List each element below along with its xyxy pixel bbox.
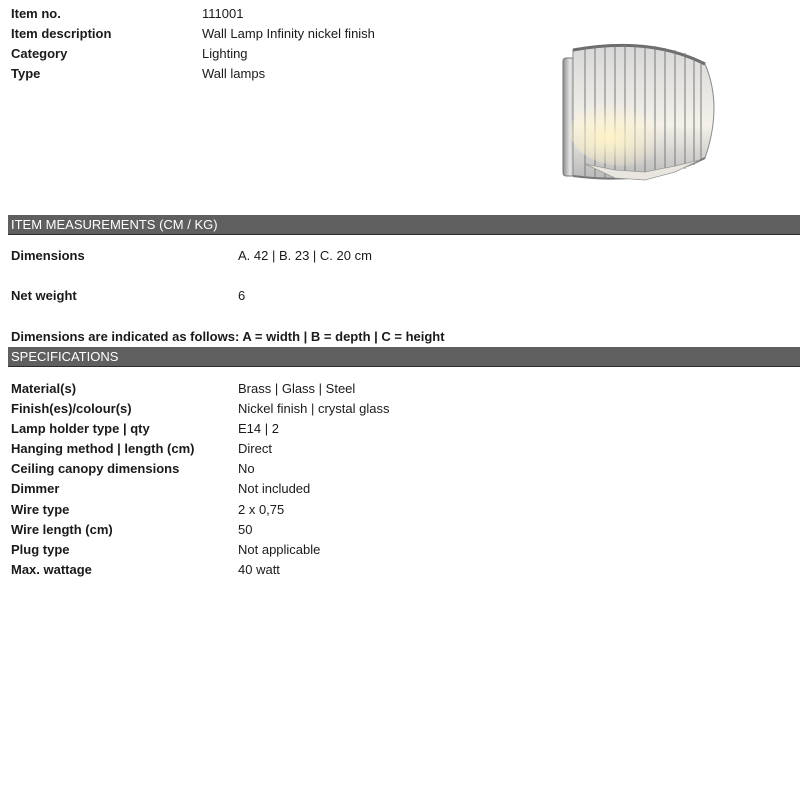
spec-value-dimmer: Not included: [238, 481, 311, 496]
spec-value-hanging-method: Direct: [238, 441, 272, 456]
spec-value-max-wattage: 40 watt: [238, 562, 280, 577]
measurements-heading: ITEM MEASUREMENTS (CM / KG): [8, 215, 800, 235]
item-no-label: Item no.: [11, 6, 61, 21]
item-description-label: Item description: [11, 26, 112, 41]
spec-label-max-wattage: Max. wattage: [11, 562, 92, 577]
spec-label-hanging-method: Hanging method | length (cm): [11, 441, 195, 456]
spec-value-plug-type: Not applicable: [238, 542, 321, 557]
dimensions-label: Dimensions: [11, 248, 85, 263]
spec-label-wire-length: Wire length (cm): [11, 522, 113, 537]
spec-label-ceiling-canopy: Ceiling canopy dimensions: [11, 461, 180, 476]
item-no-value: 111001: [202, 6, 244, 21]
spec-label-wire-type: Wire type: [11, 502, 70, 517]
specifications-heading: SPECIFICATIONS: [8, 347, 800, 367]
spec-value-ceiling-canopy: No: [238, 461, 255, 476]
spec-label-dimmer: Dimmer: [11, 481, 60, 496]
spec-value-lamp-holder: E14 | 2: [238, 421, 279, 436]
spec-value-wire-length: 50: [238, 522, 253, 537]
net-weight-label: Net weight: [11, 288, 77, 303]
spec-label-finish: Finish(es)/colour(s): [11, 401, 132, 416]
spec-value-wire-type: 2 x 0,75: [238, 502, 285, 517]
dimensions-note: Dimensions are indicated as follows: A = width | B = depth | C = height: [11, 329, 445, 344]
spec-label-lamp-holder: Lamp holder type | qty: [11, 421, 150, 436]
type-value: Wall lamps: [202, 66, 266, 81]
spec-value-finish: Nickel finish | crystal glass: [238, 401, 390, 416]
product-photo: [555, 36, 725, 196]
spec-label-plug-type: Plug type: [11, 542, 70, 557]
spec-value-materials: Brass | Glass | Steel: [238, 381, 356, 396]
net-weight-value: 6: [238, 288, 246, 303]
type-label: Type: [11, 66, 41, 81]
dimensions-value: A. 42 | B. 23 | C. 20 cm: [238, 248, 372, 263]
item-description-value: Wall Lamp Infinity nickel finish: [202, 26, 375, 41]
spec-label-materials: Material(s): [11, 381, 77, 396]
category-label: Category: [11, 46, 68, 61]
wall-lamp-image: [555, 36, 725, 196]
category-value: Lighting: [202, 46, 248, 61]
